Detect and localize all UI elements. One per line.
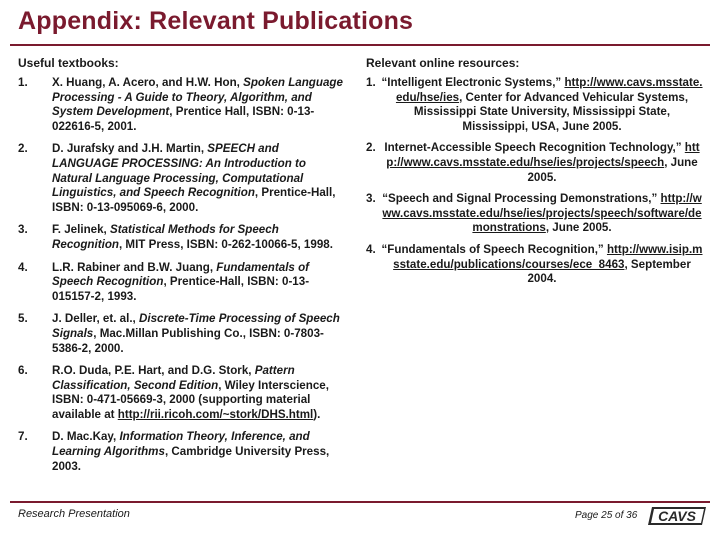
logo-text: CAVS [658, 508, 696, 524]
list-item [366, 76, 704, 134]
book-title: Information Theory, Inference, and Learning Algorithms [52, 430, 310, 459]
page-number: Page 25 of 36 [575, 510, 638, 521]
resources-heading: Relevant online resources: [366, 56, 520, 70]
resource-link[interactable]: http://www.cavs.msstate.edu/hse/ies/projects/speech [386, 141, 700, 169]
item-text: “Intelligent Electronic Systems,” http://www.cavs.msstate.edu/hse/ies, Center for Advanced Vehicular Systems, Mississippi State University, Mississippi State, Mississippi, USA, June 2005. [381, 76, 703, 133]
stork-dhs-link[interactable]: http://rii.ricoh.com/~stork/DHS.html [117, 407, 314, 421]
title-divider [10, 44, 710, 46]
item-number: 7. [18, 430, 28, 444]
item-number: 6. [18, 364, 28, 378]
item-number: 2. [18, 142, 28, 156]
list-item [18, 364, 348, 422]
item-text: R.O. Duda, P.E. Hart, and D.G. Stork, Pattern Classification, Second Edition, Wiley Interscience, ISBN: 0-471-05669-3, 2000 (supporting material available at http://rii.ricoh.com/~stork/DHS.html). [52, 364, 329, 421]
textbooks-heading: Useful textbooks: [18, 56, 119, 70]
item-number: 3. [18, 223, 28, 237]
item-text: F. Jelinek, Statistical Methods for Speech Recognition, MIT Press, ISBN: 0-262-10066-5, 1998. [52, 223, 333, 251]
item-number: 4. [18, 260, 28, 274]
list-item [18, 142, 348, 215]
list-item [18, 261, 348, 305]
list-item [366, 192, 704, 236]
resource-list [366, 76, 704, 294]
item-number: 3. [366, 192, 376, 206]
book-title: Statistical Methods for Speech Recognition [52, 223, 279, 251]
item-number: 1. [18, 76, 28, 89]
book-title: Spoken Language Processing - A Guide to Theory, Algorithm, and System Development [52, 76, 343, 119]
book-title: SPEECH and LANGUAGE PROCESSING: An Introduction to Natural Language Processing, Computational Linguistics, and Speech Recognition [52, 142, 306, 200]
item-number: 4. [366, 242, 376, 256]
footer-label: Research Presentation [18, 508, 130, 520]
book-title: Discrete-Time Processing of Speech Signals [52, 312, 340, 340]
item-text: “Fundamentals of Speech Recognition,” http://www.isip.msstate.edu/publications/courses/ece_8463, September 2004. [381, 242, 703, 286]
item-text: J. Deller, et. al., Discrete-Time Processing of Speech Signals, Mac.Millan Publishing Co., ISBN: 0-7803-5386-2, 2000. [52, 312, 340, 355]
list-item [18, 76, 348, 134]
item-text: Internet-Accessible Speech Recognition Technology,” http://www.cavs.msstate.edu/hse/ies/projects/speech, June 2005. [384, 141, 700, 184]
book-title: Fundamentals of Speech Recognition [52, 260, 310, 289]
list-item [366, 141, 704, 185]
resource-link[interactable]: http://www.cavs.msstate.edu/hse/ies [395, 76, 703, 104]
book-title: Pattern Classification, Second Edition [52, 364, 295, 392]
item-text: D. Jurafsky and J.H. Martin, SPEECH and LANGUAGE PROCESSING: An Introduction to Natural Language Processing, Computational Linguistics, and Speech Recognition, Prentice-Hall, ISBN: 0-13-095069-6, 2000. [52, 142, 336, 214]
item-text: X. Huang, A. Acero, and H.W. Hon, Spoken Language Processing - A Guide to Theory, Algorithm, and System Development, Prentice Hall, ISBN: 0-13-022616-5, 2001. [52, 76, 343, 133]
resource-link[interactable]: http://www.isip.msstate.edu/publications/courses/ece_8463 [393, 242, 703, 271]
footer-divider [10, 501, 710, 503]
resource-link[interactable]: http://www.cavs.msstate.edu/hse/ies/projects/speech/software/demonstrations [382, 192, 702, 235]
list-item [18, 223, 348, 252]
item-text: “Speech and Signal Processing Demonstrations,” http://www.cavs.msstate.edu/hse/ies/projects/speech/software/demonstrations, June 2005. [382, 192, 702, 235]
cavs-logo [648, 505, 706, 527]
item-number: 5. [18, 312, 28, 326]
list-item [366, 243, 704, 287]
list-item [18, 312, 348, 356]
item-number: 1. [366, 76, 376, 89]
page-title: Appendix: Relevant Publications [18, 7, 414, 35]
item-number: 2. [366, 141, 376, 155]
textbook-list [18, 76, 348, 482]
item-text: L.R. Rabiner and B.W. Juang, Fundamentals of Speech Recognition, Prentice-Hall, ISBN: 0-13-015157-2, 1993. [52, 260, 310, 303]
item-text: D. Mac.Kay, Information Theory, Inference, and Learning Algorithms, Cambridge University Press, 2003. [52, 430, 330, 473]
list-item [18, 430, 348, 474]
